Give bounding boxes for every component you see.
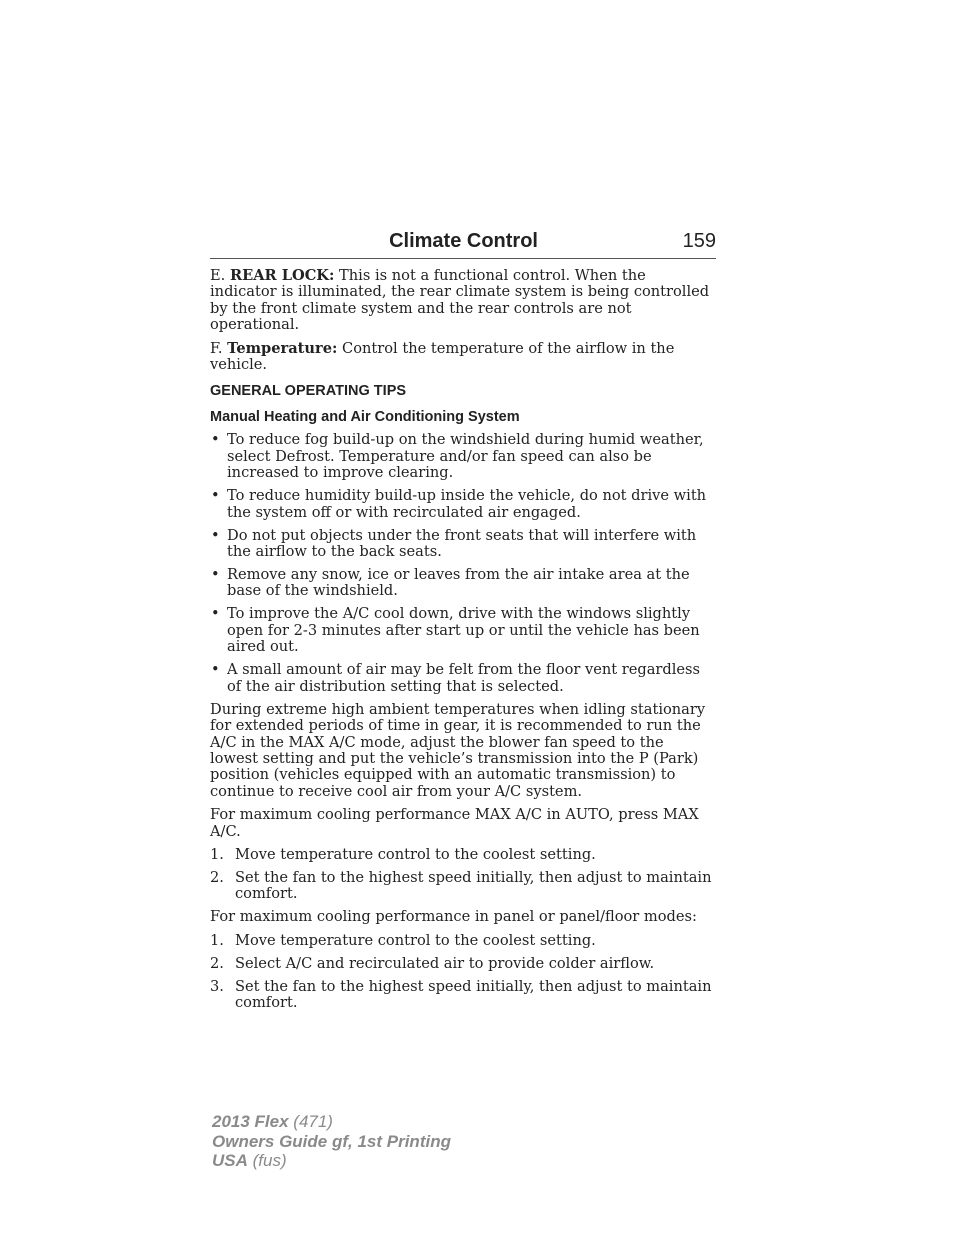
page-content bbox=[210, 268, 716, 1018]
footer-line-region: USA (fus) bbox=[212, 1151, 287, 1171]
item-f-label: Temperature: bbox=[227, 339, 338, 357]
list-item: • Do not put objects under the front seats that will interfere with the airflow to the back seats. bbox=[211, 526, 697, 561]
list-item: 2. Select A/C and recirculated air to provide colder airflow. bbox=[210, 954, 655, 972]
list-item: • Remove any snow, ice or leaves from the air intake area at the base of the windshield. bbox=[211, 566, 690, 600]
list-item: 1. Move temperature control to the coolest setting. bbox=[210, 931, 596, 949]
section-heading: GENERAL OPERATING TIPS bbox=[210, 383, 407, 400]
panel-paragraph: For maximum cooling performance in panel or panel/floor modes: bbox=[210, 908, 697, 926]
page-footer bbox=[212, 1112, 451, 1171]
page-title: Climate Control bbox=[389, 230, 538, 252]
page-number: 159 bbox=[682, 230, 716, 252]
list-item: • To reduce fog build-up on the windshield during humid weather, select Defrost. Temperature and/or fan speed can also be increased to improve clearing. bbox=[211, 431, 704, 482]
idle-paragraph: During extreme high ambient temperatures when idling stationary for extended periods of time in gear, it is recommended to run the A/C in the MAX A/C mode, adjust the blower fan speed to the lowest setting and put the vehicle’s transmission into the P (Park) position (vehicles equipped with an automatic transmission) to continue to receive cool air from your A/C system. bbox=[210, 700, 706, 800]
page-header bbox=[210, 228, 716, 259]
list-item: 2. Set the fan to the highest speed initially, then adjust to maintain comfort. bbox=[210, 868, 712, 903]
footer-line-guide: Owners Guide gf, 1st Printing bbox=[212, 1131, 451, 1151]
item-e-label: REAR LOCK: bbox=[229, 267, 335, 284]
panel-steps bbox=[210, 933, 716, 1012]
list-item: 3. Set the fan to the highest speed initially, then adjust to maintain comfort. bbox=[210, 977, 712, 1012]
item-e: E. REAR LOCK: This is not a functional control. When the indicator is illuminated, the rear climate system is being controlled by the front climate system and the rear controls are not operational. bbox=[210, 267, 710, 334]
list-item: • A small amount of air may be felt from the floor vent regardless of the air distribution setting that is selected. bbox=[211, 661, 701, 695]
auto-steps bbox=[210, 847, 716, 903]
subsection-heading: Manual Heating and Air Conditioning System bbox=[210, 409, 520, 426]
list-item: 1. Move temperature control to the coolest setting. bbox=[210, 845, 596, 863]
list-item: • To improve the A/C cool down, drive with the windows slightly open for 2-3 minutes after start up or until the vehicle has been aired out. bbox=[211, 605, 700, 656]
item-f: F. Temperature: Control the temperature of the airflow in the vehicle. bbox=[210, 339, 675, 374]
footer-line-model: 2013 Flex (471) bbox=[212, 1112, 333, 1131]
max-auto-paragraph: For maximum cooling performance MAX A/C in AUTO, press MAX A/C. bbox=[210, 806, 699, 840]
list-item: • To reduce humidity build-up inside the vehicle, do not drive with the system off or with recirculated air engaged. bbox=[211, 487, 707, 521]
tips-list bbox=[210, 432, 716, 695]
